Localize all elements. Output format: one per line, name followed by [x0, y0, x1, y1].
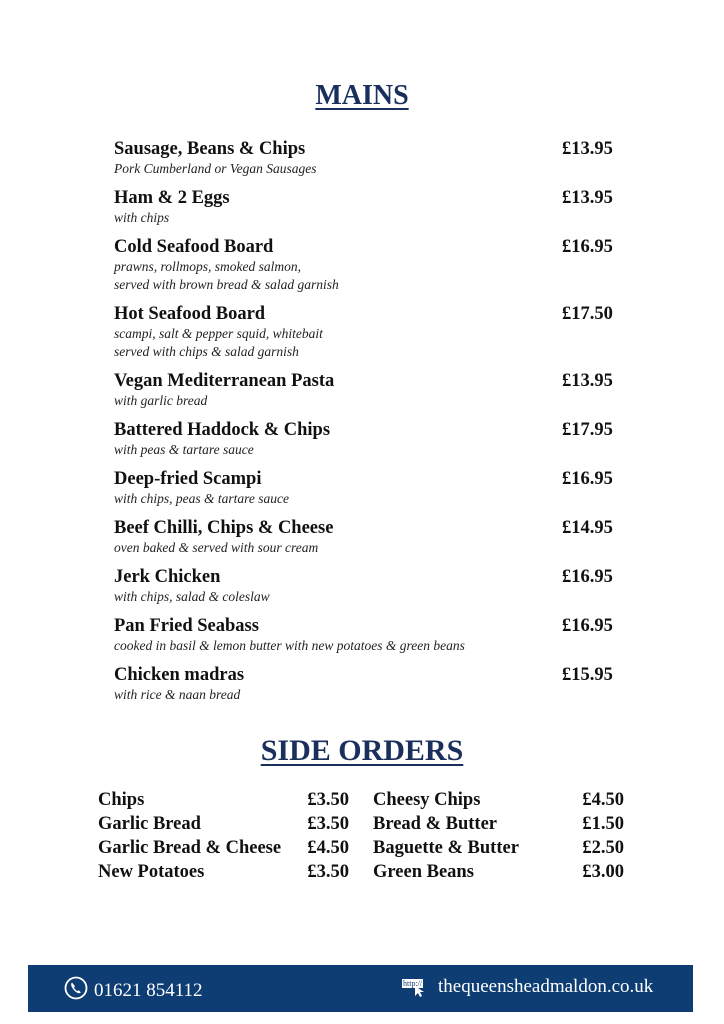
side-order-name: Garlic Bread & Cheese — [98, 838, 282, 858]
menu-item-header — [114, 236, 618, 258]
menu-item — [114, 303, 618, 361]
menu-item — [114, 615, 618, 655]
menu-item — [114, 664, 618, 704]
side-order-item — [98, 860, 349, 884]
side-order-price: £4.50 — [582, 790, 624, 810]
menu-item-price: £13.95 — [562, 371, 613, 391]
website-link[interactable] — [402, 976, 653, 998]
side-order-item — [373, 836, 624, 860]
menu-item-header — [114, 615, 618, 637]
menu-item-header — [114, 664, 618, 686]
side-order-name: Bread & Butter — [373, 814, 497, 834]
side-order-price: £2.50 — [582, 838, 624, 858]
side-order-price: £1.50 — [582, 814, 624, 834]
contact-footer — [28, 965, 693, 1012]
side-order-name: Chips — [98, 790, 145, 810]
menu-item-price: £15.95 — [562, 665, 613, 685]
menu-item-name: Ham & 2 Eggs — [114, 188, 230, 208]
side-order-item — [98, 788, 349, 812]
phone-icon — [64, 976, 88, 1006]
phone-contact[interactable] — [64, 976, 203, 1006]
menu-item-name: Pan Fried Seabass — [114, 616, 259, 636]
menu-item-name: Chicken madras — [114, 665, 245, 685]
menu-item — [114, 419, 618, 459]
menu-item-header — [114, 303, 618, 325]
menu-item-description: with peas & tartare sauce — [114, 442, 254, 457]
menu-item-name: Jerk Chicken — [114, 567, 221, 587]
menu-item-description: scampi, salt & pepper squid, whitebait — [114, 326, 323, 341]
side-order-item — [98, 836, 349, 860]
side-orders-left-column — [98, 788, 349, 884]
menu-item-name: Battered Haddock & Chips — [114, 420, 331, 440]
menu-item — [114, 370, 618, 410]
side-order-price: £3.50 — [307, 862, 349, 882]
menu-item-price: £13.95 — [562, 139, 613, 159]
side-order-name: Baguette & Butter — [373, 838, 519, 858]
menu-item-price: £14.95 — [562, 518, 613, 538]
menu-item-price: £16.95 — [562, 616, 613, 636]
menu-item-description: served with brown bread & salad garnish — [114, 277, 339, 292]
menu-item-description: cooked in basil & lemon butter with new potatoes & green beans — [114, 638, 465, 653]
menu-item — [114, 517, 618, 557]
side-order-price: £3.50 — [307, 814, 349, 834]
menu-item-header — [114, 187, 618, 209]
side-order-name: Garlic Bread — [98, 814, 201, 834]
side-order-item — [373, 860, 624, 884]
menu-item-description: with rice & naan bread — [114, 687, 241, 702]
menu-item-description: with garlic bread — [114, 393, 208, 408]
menu-item-description: with chips — [114, 210, 170, 225]
menu-item-header — [114, 419, 618, 441]
menu-item-header — [114, 370, 618, 392]
web-icon — [402, 977, 428, 997]
side-order-price: £3.50 — [307, 790, 349, 810]
menu-item-price: £16.95 — [562, 237, 613, 257]
menu-item-name: Hot Seafood Board — [114, 304, 266, 324]
side-order-price: £3.00 — [582, 862, 624, 882]
menu-item-header — [114, 566, 618, 588]
mains-list — [114, 138, 618, 713]
side-orders-heading: SIDE ORDERS — [260, 734, 464, 767]
side-orders-right-column — [373, 788, 624, 884]
phone-number: 01621 854112 — [94, 980, 203, 1001]
menu-item-name: Vegan Mediterranean Pasta — [114, 371, 335, 391]
menu-item-price: £17.95 — [562, 420, 613, 440]
website-url: thequeensheadmaldon.co.uk — [438, 976, 654, 997]
menu-item-price: £13.95 — [562, 188, 613, 208]
menu-item-header — [114, 468, 618, 490]
menu-item-price: £16.95 — [562, 567, 613, 587]
menu-item-name: Deep-fried Scampi — [114, 469, 262, 489]
menu-item-description: with chips, salad & coleslaw — [114, 589, 270, 604]
menu-item — [114, 236, 618, 294]
menu-item-price: £17.50 — [562, 304, 613, 324]
menu-item-header — [114, 138, 618, 160]
side-order-name: Cheesy Chips — [373, 790, 481, 810]
side-order-item — [373, 812, 624, 836]
web-icon-label: http:// — [403, 979, 423, 988]
menu-item-description: oven baked & served with sour cream — [114, 540, 319, 555]
mains-heading: MAINS — [315, 80, 409, 111]
menu-item — [114, 468, 618, 508]
menu-item-description: with chips, peas & tartare sauce — [114, 491, 289, 506]
menu-item-description: Pork Cumberland or Vegan Sausages — [114, 161, 317, 176]
side-order-item — [373, 788, 624, 812]
menu-item — [114, 138, 618, 178]
side-order-name: New Potatoes — [98, 862, 205, 882]
side-order-name: Green Beans — [373, 862, 474, 882]
menu-item-name: Sausage, Beans & Chips — [114, 139, 306, 159]
side-order-price: £4.50 — [307, 838, 349, 858]
menu-item-header — [114, 517, 618, 539]
menu-item — [114, 187, 618, 227]
menu-item-name: Cold Seafood Board — [114, 237, 274, 257]
side-order-item — [98, 812, 349, 836]
menu-item-price: £16.95 — [562, 469, 613, 489]
menu-item-description: prawns, rollmops, smoked salmon, — [114, 259, 302, 274]
menu-item-description: served with chips & salad garnish — [114, 344, 299, 359]
menu-item — [114, 566, 618, 606]
menu-item-name: Beef Chilli, Chips & Cheese — [114, 518, 334, 538]
